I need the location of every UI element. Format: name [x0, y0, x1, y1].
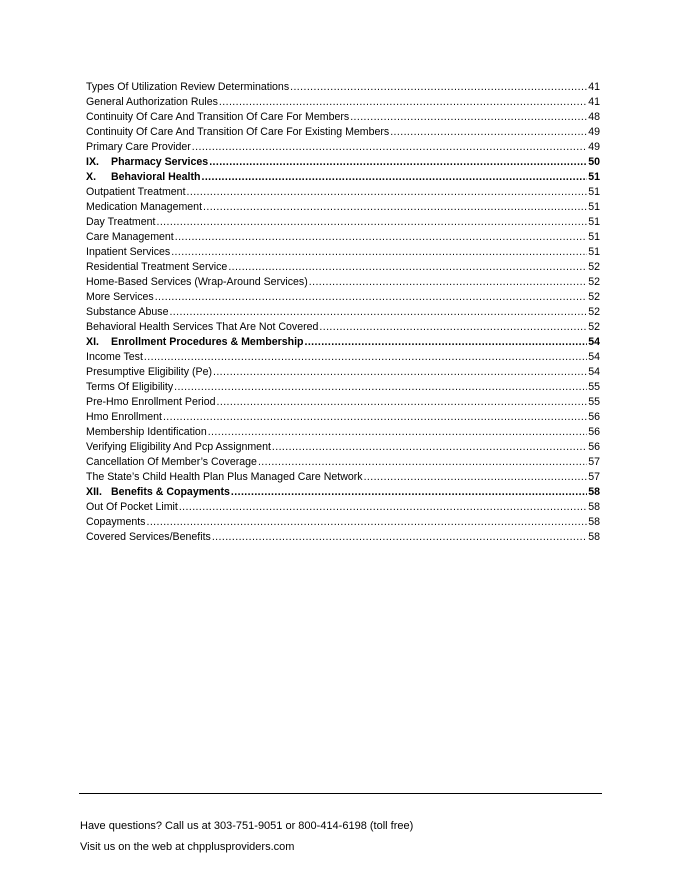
toc-entry-label: Day Treatment: [86, 216, 156, 228]
toc-entry-title: [86, 275, 309, 290]
toc-dot-leader: [217, 395, 588, 410]
toc-entry-label: Pharmacy Services: [111, 156, 209, 168]
toc-dot-leader: [208, 425, 587, 440]
footer-phone-text: Have questions? Call us at 303-751-9051 or 800-414-6198 (toll free): [80, 820, 414, 832]
toc-entry-title: [86, 80, 290, 95]
footer-divider: [79, 793, 602, 794]
toc-page-number: 51: [588, 201, 600, 213]
toc-entry-label: Care Management: [86, 231, 174, 243]
toc-entry-title: [86, 290, 155, 305]
toc-entry-label: Copayments: [86, 516, 146, 528]
toc-entry-title: [86, 155, 209, 170]
toc-entry[interactable]: [86, 275, 600, 290]
toc-dot-leader: [187, 185, 588, 200]
toc-page-number: 55: [588, 381, 600, 393]
toc-page-number: 52: [588, 261, 600, 273]
toc-dot-leader: [146, 515, 587, 530]
toc-entry-title: [86, 140, 192, 155]
toc-entry-label: Residential Treatment Service: [86, 261, 228, 273]
toc-dot-leader: [174, 380, 587, 395]
toc-page-number: 50: [588, 156, 600, 168]
toc-page-number: 56: [588, 411, 600, 423]
toc-section-heading[interactable]: [86, 485, 600, 500]
toc-entry-title: [86, 215, 156, 230]
toc-entry-title: [86, 425, 208, 440]
toc-entry-label: Verifying Eligibility And Pcp Assignment: [86, 441, 271, 453]
toc-entry[interactable]: [86, 200, 600, 215]
toc-entry[interactable]: [86, 260, 600, 275]
toc-page-number: 58: [588, 531, 600, 543]
toc-entry-title: [86, 500, 179, 515]
toc-dot-leader: [144, 350, 587, 365]
toc-entry-label: The State’s Child Health Plan Plus Managed Care Network: [86, 471, 363, 483]
toc-dot-leader: [156, 215, 587, 230]
toc-entry-label: Enrollment Procedures & Membership: [111, 336, 304, 348]
toc-entry-title: [86, 530, 212, 545]
toc-section-heading[interactable]: [86, 170, 600, 185]
toc-dot-leader: [319, 320, 587, 335]
toc-entry-title: [86, 470, 364, 485]
toc-entry[interactable]: [86, 305, 600, 320]
toc-entry-label: Behavioral Health Services That Are Not Covered: [86, 321, 319, 333]
toc-dot-leader: [350, 110, 587, 125]
toc-entry[interactable]: [86, 395, 600, 410]
toc-page-number: 52: [588, 321, 600, 333]
toc-entry-label: Pre-Hmo Enrollment Period: [86, 396, 216, 408]
toc-entry[interactable]: [86, 455, 600, 470]
toc-page-number: 41: [588, 81, 600, 93]
toc-entry-title: [86, 320, 319, 335]
toc-page-number: 58: [588, 501, 600, 513]
toc-entry[interactable]: [86, 80, 600, 95]
toc-entry-label: Medication Management: [86, 201, 203, 213]
toc-dot-leader: [219, 95, 587, 110]
toc-page-number: 51: [588, 231, 600, 243]
toc-entry-title: [86, 515, 146, 530]
toc-entry[interactable]: [86, 470, 600, 485]
toc-entry-label: Out Of Pocket Limit: [86, 501, 178, 513]
toc-page-number: 58: [588, 486, 600, 498]
toc-entry-label: Primary Care Provider: [86, 141, 191, 153]
toc-entry-label: Income Test: [86, 351, 143, 363]
toc-entry[interactable]: [86, 230, 600, 245]
toc-dot-leader: [155, 290, 588, 305]
toc-page-number: 51: [588, 171, 600, 183]
footer-web-text: Visit us on the web at chpplusproviders.com: [80, 841, 295, 853]
toc-dot-leader: [364, 470, 588, 485]
toc-page-number: 49: [588, 126, 600, 138]
toc-entry-label: Presumptive Eligibility (Pe): [86, 366, 212, 378]
toc-section-number: IX.: [86, 156, 99, 168]
toc-entry-label: General Authorization Rules: [86, 96, 218, 108]
toc-entry[interactable]: [86, 290, 600, 305]
toc-entry-title: [86, 95, 219, 110]
toc-dot-leader: [171, 245, 587, 260]
toc-entry-label: Types Of Utilization Review Determinations: [86, 81, 290, 93]
toc-entry-label: Continuity Of Care And Transition Of Care For Existing Members: [86, 126, 390, 138]
toc-entry[interactable]: [86, 245, 600, 260]
toc-entry-label: Continuity Of Care And Transition Of Care For Members: [86, 111, 350, 123]
toc-dot-leader: [175, 230, 587, 245]
toc-entry[interactable]: [86, 140, 600, 155]
toc-entry-title: [86, 440, 272, 455]
toc-entry-label: Inpatient Services: [86, 246, 171, 258]
toc-dot-leader: [305, 335, 588, 350]
toc-dot-leader: [179, 500, 587, 515]
toc-dot-leader: [290, 80, 587, 95]
toc-page-number: 54: [588, 366, 600, 378]
toc-dot-leader: [163, 410, 587, 425]
toc-page-number: 49: [588, 141, 600, 153]
toc-entry-title: [86, 110, 350, 125]
toc-dot-leader: [209, 155, 587, 170]
toc-entry-title: [86, 185, 187, 200]
toc-entry[interactable]: [86, 350, 600, 365]
toc-dot-leader: [192, 140, 587, 155]
toc-page-number: 58: [588, 516, 600, 528]
toc-entry[interactable]: [86, 440, 600, 455]
toc-dot-leader: [213, 365, 587, 380]
toc-section-number: X.: [86, 171, 97, 183]
toc-entry[interactable]: [86, 185, 600, 200]
toc-entry-label: Home-Based Services (Wrap-Around Services): [86, 276, 308, 288]
toc-entry-title: [86, 395, 217, 410]
toc-entry-title: [86, 335, 305, 350]
toc-entry[interactable]: [86, 215, 600, 230]
toc-page-number: 48: [588, 111, 600, 123]
toc-entry-title: [86, 230, 175, 245]
toc-page-number: 57: [588, 471, 600, 483]
toc-entry-title: [86, 455, 258, 470]
toc-page-number: 56: [588, 441, 600, 453]
toc-dot-leader: [212, 530, 587, 545]
toc-entry[interactable]: [86, 320, 600, 335]
toc-dot-leader: [272, 440, 587, 455]
toc-entry-title: [86, 485, 231, 500]
toc-entry-label: Cancellation Of Member’s Coverage: [86, 456, 257, 468]
toc-entry-title: [86, 125, 390, 140]
toc-section-heading[interactable]: [86, 335, 600, 350]
toc-entry-title: [86, 305, 169, 320]
toc-page-number: 54: [588, 336, 600, 348]
toc-page-number: 57: [588, 456, 600, 468]
toc-entry-label: Hmo Enrollment: [86, 411, 162, 423]
toc-entry-title: [86, 380, 174, 395]
toc-entry-title: [86, 410, 163, 425]
toc-entry[interactable]: [86, 425, 600, 440]
toc-entry-label: Behavioral Health: [111, 171, 201, 183]
toc-entry-title: [86, 350, 144, 365]
toc-entry[interactable]: [86, 365, 600, 380]
toc-page-number: 52: [588, 291, 600, 303]
toc-dot-leader: [231, 485, 587, 500]
toc-page-number: 41: [588, 96, 600, 108]
toc-entry[interactable]: [86, 125, 600, 140]
toc-dot-leader: [228, 260, 587, 275]
toc-entry-title: [86, 260, 228, 275]
toc-dot-leader: [258, 455, 587, 470]
table-of-contents: [86, 80, 600, 545]
toc-entry[interactable]: [86, 95, 600, 110]
toc-page-number: 51: [588, 246, 600, 258]
toc-entry-title: [86, 200, 203, 215]
toc-entry-label: Benefits & Copayments: [111, 486, 230, 498]
toc-entry-title: [86, 245, 171, 260]
toc-page-number: 52: [588, 306, 600, 318]
toc-page-number: 51: [588, 186, 600, 198]
toc-entry-label: Outpatient Treatment: [86, 186, 186, 198]
toc-section-number: XII.: [86, 486, 102, 498]
toc-section-heading[interactable]: [86, 155, 600, 170]
toc-entry[interactable]: [86, 380, 600, 395]
toc-entry[interactable]: [86, 530, 600, 545]
toc-page-number: 54: [588, 351, 600, 363]
toc-page-number: 51: [588, 216, 600, 228]
toc-entry-label: Membership Identification: [86, 426, 207, 438]
toc-entry-label: More Services: [86, 291, 154, 303]
toc-dot-leader: [202, 170, 588, 185]
toc-entry[interactable]: [86, 515, 600, 530]
toc-entry-label: Substance Abuse: [86, 306, 169, 318]
toc-dot-leader: [203, 200, 587, 215]
toc-entry[interactable]: [86, 500, 600, 515]
toc-page-number: 56: [588, 426, 600, 438]
toc-entry-title: [86, 365, 213, 380]
toc-dot-leader: [309, 275, 587, 290]
toc-dot-leader: [169, 305, 587, 320]
toc-entry[interactable]: [86, 410, 600, 425]
toc-entry[interactable]: [86, 110, 600, 125]
toc-entry-title: [86, 170, 202, 185]
toc-entry-label: Terms Of Eligibility: [86, 381, 174, 393]
toc-entry-label: Covered Services/Benefits: [86, 531, 211, 543]
toc-section-number: XI.: [86, 336, 99, 348]
toc-page-number: 52: [588, 276, 600, 288]
toc-page-number: 55: [588, 396, 600, 408]
toc-dot-leader: [390, 125, 587, 140]
